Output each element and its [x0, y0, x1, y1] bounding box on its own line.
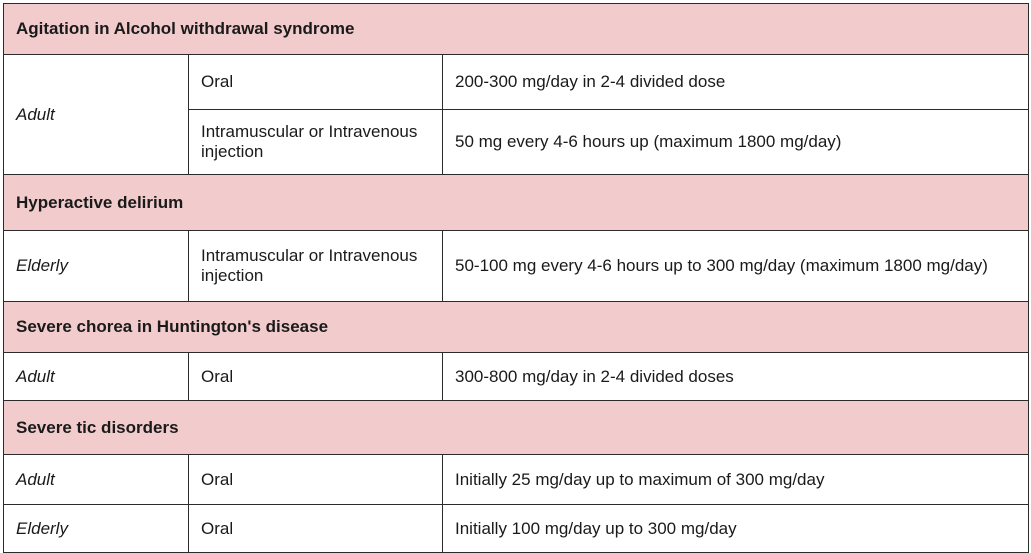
table-row [4, 353, 1029, 401]
route-cell: Intramuscular or Intravenous injection [189, 231, 443, 302]
route-cell: Oral [189, 505, 443, 553]
population-cell: Elderly [4, 505, 189, 553]
dose-cell: 50 mg every 4-6 hours up (maximum 1800 mg/day) [443, 110, 1029, 175]
dosage-table [3, 3, 1029, 553]
route-cell: Oral [189, 55, 443, 110]
dose-cell: 200-300 mg/day in 2-4 divided dose [443, 55, 1029, 110]
section-header [4, 401, 1029, 455]
table-row [4, 231, 1029, 302]
dose-cell: 300-800 mg/day in 2-4 divided doses [443, 353, 1029, 401]
dose-cell: Initially 100 mg/day up to 300 mg/day [443, 505, 1029, 553]
section-title: Agitation in Alcohol withdrawal syndrome [4, 4, 1029, 55]
section-header [4, 302, 1029, 353]
dose-cell: Initially 25 mg/day up to maximum of 300 mg/day [443, 455, 1029, 505]
table-row [4, 55, 1029, 110]
population-cell: Adult [4, 55, 189, 175]
section-title: Hyperactive delirium [4, 175, 1029, 231]
table-row [4, 455, 1029, 505]
section-header [4, 4, 1029, 55]
population-cell: Elderly [4, 231, 189, 302]
population-cell: Adult [4, 353, 189, 401]
table-row [4, 505, 1029, 553]
route-cell: Oral [189, 455, 443, 505]
dose-cell: 50-100 mg every 4-6 hours up to 300 mg/day (maximum 1800 mg/day) [443, 231, 1029, 302]
route-cell: Intramuscular or Intravenous injection [189, 110, 443, 175]
section-header [4, 175, 1029, 231]
section-title: Severe tic disorders [4, 401, 1029, 455]
route-cell: Oral [189, 353, 443, 401]
section-title: Severe chorea in Huntington's disease [4, 302, 1029, 353]
population-cell: Adult [4, 455, 189, 505]
